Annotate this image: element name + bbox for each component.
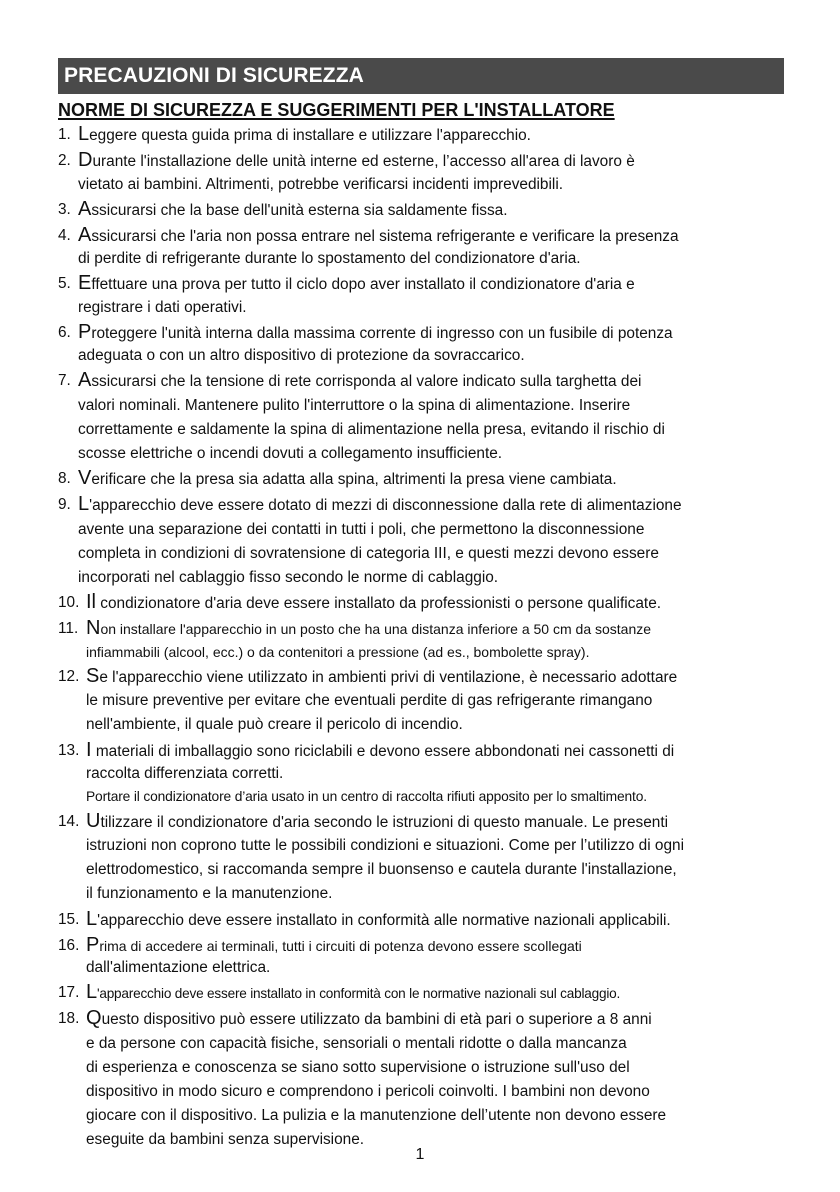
item-number: 11. [58,620,79,637]
item-initial: Q [86,1007,102,1029]
item-text-line: nell'ambiente, il quale può creare il pericolo di incendio. [86,716,463,733]
item-initial: L [86,907,98,930]
item-initial: A [78,369,92,391]
item-text-line: correttamente e saldamente la spina di alimentazione nella presa, evitando il rischio di [78,420,665,438]
item-text-line: elettrodomestico, si raccomanda sempre il buonsenso e cautela durante l'installazione, [86,861,677,878]
item-text-line: incorporati nel cablaggio fisso secondo le norme di cablaggio. [78,568,499,586]
item-number: 5. [58,275,71,292]
safety-list [58,124,788,1154]
item-number: 17. [58,984,80,1001]
item-number: 2. [58,152,71,169]
item-text-line [78,494,788,518]
item-initial: L [86,981,97,1003]
page-number: 1 [415,1146,425,1163]
item-initial: Il [86,591,96,613]
item-initial: L [78,493,90,515]
item-initial: P [86,933,100,956]
item-number: 6. [58,323,71,341]
item-number: 14. [58,812,80,830]
list-item [58,618,788,663]
item-text: on installare l'apparecchio in un posto che ha una distanza inferiore a 50 cm da sostanze [100,621,652,637]
item-text: ffettuare una prova per tutto il ciclo dopo aver installato il condizionatore d'aria e [91,276,635,293]
item-initial: S [86,664,100,687]
item-initial: A [78,223,92,246]
item-text: 'apparecchio deve essere installato in conformità alle normative nazionali applicabili. [97,911,671,929]
list-item [58,468,788,492]
item-initial: V [78,467,92,489]
item-number: 8. [58,470,71,487]
item-text-line: e da persone con capacità fisiche, sensoriali o mentali ridotte o dalla mancanza [86,1034,627,1052]
item-text: uesto dispositivo può essere utilizzato da bambini di età pari o superiore a 8 anni [101,1011,652,1028]
item-text-line [78,225,788,249]
list-item [58,370,788,466]
item-text-line [86,740,788,764]
item-text-line: eseguite da bambini senza supervisione. [86,1130,365,1148]
item-text-line [86,618,788,641]
item-text-line [86,982,788,1006]
item-text-line: scosse elettriche o incendi dovuti a collegamento insufficiente. [78,444,503,462]
item-number: 10. [58,594,80,611]
item-number: 9. [58,496,71,513]
list-item [58,811,788,907]
item-text-line [86,666,788,690]
item-text-line: vietato ai bambini. Altrimenti, potrebbe verificarsi incidenti imprevedibili. [78,175,564,193]
item-initial: P [78,320,92,343]
item-text-line [78,273,788,297]
list-item [58,150,788,196]
list-item [58,592,788,616]
list-item [58,909,788,933]
item-text: 'apparecchio deve essere installato in conformità con le normative nazionali sul cablaggio. [96,986,621,1001]
item-text-line: registrare i dati operativi. [78,298,247,316]
item-number: 7. [58,372,71,389]
item-number: 1. [58,126,71,143]
item-text: condizionatore d'aria deve essere installato da professionisti o persone qualificate. [96,595,662,612]
section-subtitle: NORME DI SICUREZZA E SUGGERIMENTI PER L'INSTALLATORE [58,100,615,120]
list-item [58,935,788,980]
item-text-line [78,124,788,148]
list-item [58,740,788,809]
item-text-line: giocare con il dispositivo. La pulizia e la manutenzione dell’utente non devono essere [86,1106,667,1124]
item-text: 'apparecchio deve essere dotato di mezzi di disconnessione dalla rete di alimentazione [89,497,682,514]
item-text-line: il funzionamento e la manutenzione. [86,885,333,902]
list-item [58,225,788,271]
item-text-line: dispositivo in modo sicuro e comprendono i pericoli coinvolti. I bambini non devono [86,1082,650,1100]
item-text: e l'apparecchio viene utilizzato in ambienti privi di ventilazione, è necessario adottare [99,668,678,686]
item-text-line [78,370,788,394]
item-initial: L [78,123,90,145]
item-text-line [78,468,788,492]
item-text-line [86,909,788,933]
list-item [58,982,788,1006]
item-initial: U [86,809,101,832]
item-number: 16. [58,936,80,954]
item-text-line: istruzioni non coprono tutte le possibili condizioni e situazioni. Come per l’utilizzo di ogni [86,837,684,854]
section-title-bar: PRECAUZIONI DI SICUREZZA [58,58,784,94]
item-text: eggere questa guida prima di installare e utilizzare l'apparecchio. [89,127,531,144]
item-text-line [78,150,788,174]
item-text: materiali di imballaggio sono riciclabili e devono essere abbondonati nei cassonetti di [91,742,675,760]
item-text-line [78,322,788,346]
item-text: ssicurarsi che la tensione di rete corrisponda al valore indicato sulla targhetta dei [91,373,642,390]
item-text: ssicurarsi che la base dell'unità esterna sia saldamente fissa. [91,201,508,219]
item-text-line: completa in condizioni di sovratensione di categoria III, e questi mezzi devono essere [78,544,659,562]
item-text-line [78,199,788,223]
item-initial: I [86,738,92,761]
item-initial: N [86,617,101,639]
item-number: 13. [58,741,80,759]
item-text-line: infiammabili (alcool, ecc.) o da contenitori a pressione (ad es., bombolette spray). [86,643,590,660]
item-text-line: raccolta differenziata corretti. [86,765,284,782]
item-note: Portare il condizionatore d’aria usato in un centro di raccolta rifiuti apposito per lo smaltimento. [86,788,647,804]
item-initial: E [78,272,92,294]
item-text-line: dall'alimentazione elettrica. [86,959,271,976]
item-text-line [86,935,788,958]
item-text: roteggere l'unità interna dalla massima corrente di ingresso con un fusibile di potenza [91,324,673,342]
list-item [58,124,788,148]
item-text-line [86,592,788,616]
item-number: 4. [58,226,71,244]
item-number: 15. [58,910,80,928]
item-text: tilizzare il condizionatore d'aria secondo le istruzioni di questo manuale. Le presenti [100,813,669,831]
list-item [58,322,788,368]
list-item [58,494,788,590]
item-number: 18. [58,1010,80,1027]
item-text: rima di accedere ai terminali, tutti i circuiti di potenza devono essere scollegati [99,937,582,954]
list-item [58,273,788,319]
item-text-line [86,811,788,835]
item-text: ssicurarsi che l'aria non possa entrare nel sistema refrigerante e verificare la presenza [91,227,679,245]
item-number: 12. [58,667,80,685]
item-text-line: adeguata o con un altro dispositivo di protezione da sovraccarico. [78,347,525,364]
item-initial: A [78,197,92,220]
item-text: erificare che la presa sia adatta alla spina, altrimenti la presa viene cambiata. [91,471,617,488]
list-item [58,666,788,738]
item-text-line: di perdite di refrigerante durante lo spostamento del condizionatore d'aria. [78,250,581,267]
item-number: 3. [58,200,71,218]
item-initial: D [78,149,93,171]
list-item [58,1008,788,1152]
item-text-line: avente una separazione dei contatti in tutti i poli, che permettono la disconnessione [78,520,645,538]
item-text-line [86,1008,788,1032]
item-text-line: valori nominali. Mantenere pulito l'interruttore o la spina di alimentazione. Inserire [78,396,631,414]
item-text-line: di esperienza e conoscenza se siano sotto supervisione o istruzione sull'uso del [86,1058,630,1076]
list-item [58,199,788,223]
item-text: urante l'installazione delle unità interne ed esterne, l’accesso all'area di lavoro è [92,153,635,170]
item-text-line: le misure preventive per evitare che eventuali perdite di gas refrigerante rimangano [86,692,653,709]
